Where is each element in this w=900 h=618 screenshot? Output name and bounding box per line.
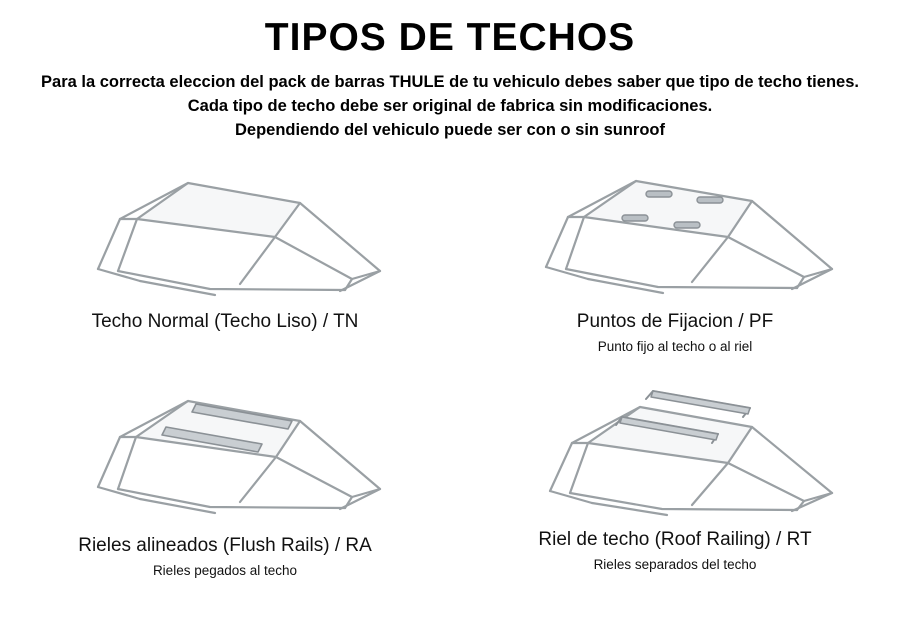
roof-types-infographic (0, 18, 900, 618)
roof-type-caption-pf (450, 311, 900, 355)
car-roof-raised-railing-icon (450, 377, 900, 532)
roof-type-note-ra: Rieles pegados al techo (152, 562, 298, 578)
page-title: TIPOS DE TECHOS (264, 16, 636, 59)
intro-line-2: Cada tipo de techo debe ser original de fabrica sin modificaciones. (187, 96, 713, 115)
roof-type-label-ra: Rieles alineados (Flush Rails) / RA (78, 534, 372, 556)
roof-type-label-rt: Riel de techo (Roof Railing) / RT (538, 528, 812, 550)
roof-type-label-tn: Techo Normal (Techo Liso) / TN (91, 310, 359, 332)
roof-type-card-ra (0, 377, 450, 597)
roof-types-grid (0, 159, 900, 599)
roof-type-card-pf (450, 159, 900, 379)
intro-line-1: Para la correcta eleccion del pack de barras THULE de tu vehiculo debes saber que tipo de techo tienes. (41, 72, 859, 91)
roof-type-note-pf: Punto fijo al techo o al riel (597, 338, 753, 354)
car-roof-plain-icon (0, 159, 450, 314)
intro-line-3: Dependiendo del vehiculo puede ser con o sin sunroof (235, 120, 665, 139)
roof-type-card-rt (450, 377, 900, 597)
roof-type-caption-rt (450, 529, 900, 573)
roof-type-caption-ra (0, 535, 450, 579)
roof-type-label-pf: Puntos de Fijacion / PF (576, 310, 774, 332)
roof-type-card-tn (0, 159, 450, 379)
car-roof-flush-rails-icon (0, 377, 450, 532)
roof-type-note-rt: Rieles separados del techo (593, 556, 757, 572)
intro-text (0, 71, 900, 143)
car-roof-fixpoints-icon (450, 159, 900, 314)
roof-type-caption-tn (0, 311, 450, 334)
